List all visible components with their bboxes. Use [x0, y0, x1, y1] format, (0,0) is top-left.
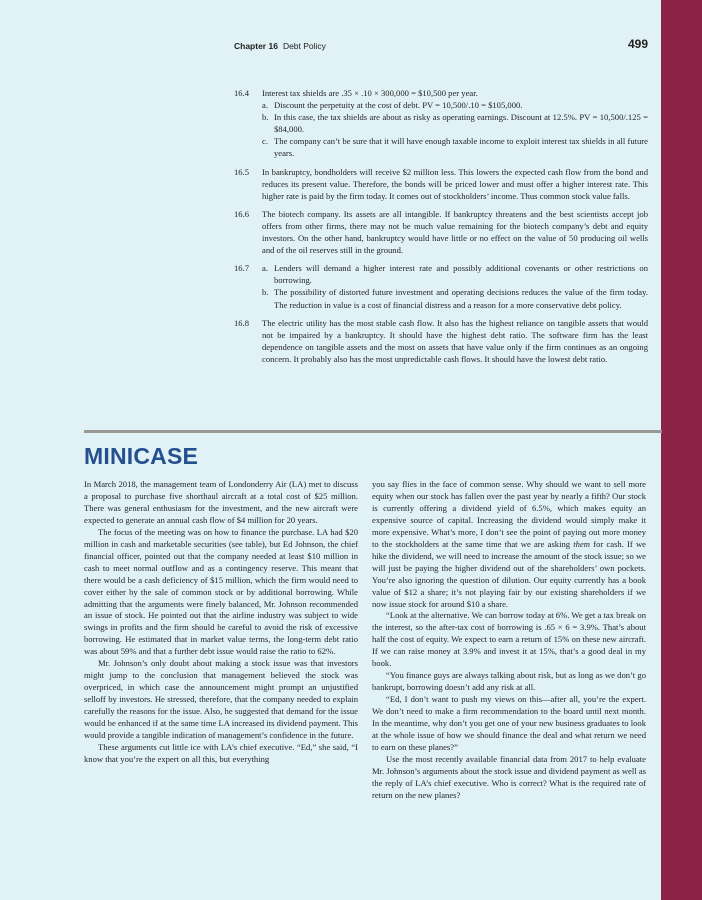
subitem-text: The company can’t be sure that it will have enough taxable income to exploit interest tax shields in all future years.: [274, 136, 648, 159]
subitem-label: a.: [262, 263, 268, 274]
minicase-title: MINICASE: [84, 443, 199, 469]
minicase-paragraph: Use the most recently available financial data from 2017 to help evaluate Mr. Johnson’s arguments about the stock issue and dividend payment as well as the reply of LA’s chief executive. Who is correct? What is the required rate of return on the new planes?: [372, 753, 646, 800]
chapter-edge-bar: [661, 0, 702, 900]
minicase-paragraph: [372, 479, 646, 610]
answer-number: 16.6: [234, 208, 250, 219]
paragraph-text: for cash. If we hike the dividend, we will need to increase the amount of the stock issue; so we will just be paying the higher dividend out of the shareholders’ own pockets. You’re also ignoring the question of dilution. Our equity currently has a book value of $12 a share; it’s not playing fair by our existing shareholders if we now issue stock for around $10 a share.: [372, 538, 646, 609]
answer-subitem: [262, 111, 648, 135]
subitem-label: b.: [262, 112, 269, 123]
subitem-label: a.: [262, 100, 268, 111]
page-number: 499: [627, 37, 648, 51]
answer-16-7: [234, 262, 648, 310]
answer-subitem: [262, 99, 648, 111]
answer-number: 16.5: [234, 166, 250, 177]
answer-number: 16.7: [234, 263, 250, 274]
minicase-paragraph: These arguments cut little ice with LA’s chief executive. “Ed,” she said, “I know that you’re the expert on all this, but everything: [84, 741, 358, 764]
subitem-text: The possibility of distorted future investment and operating decisions reduces the value of the firm today. The reduction in value is a cost of financial distress and a reason for a more conservative debt policy.: [274, 287, 648, 310]
answer-number: 16.8: [234, 317, 250, 328]
chapter-label: [234, 41, 326, 51]
answer-number: 16.4: [234, 88, 250, 98]
minicase-paragraph: In March 2018, the management team of Londonderry Air (LA) met to discuss a proposal to purchase five shorthaul aircraft at a total cost of $25 million. There was general enthusiasm for the investment, and the new aircraft were expected to generate an annual cash flow of $4 million for 20 years.: [84, 479, 358, 525]
answer-16-4: [234, 87, 648, 160]
answer-text: In bankruptcy, bondholders will receive $2 million less. This lowers the expected cash flow from the bond and reduces its present value. Therefore, the bonds will be priced lower and must offer a higher interest rate. This higher rate is paid by the firm today. It comes out of stockholders’ income. Thus common stock value falls.: [262, 166, 648, 201]
minicase-paragraph: “Look at the alternative. We can borrow today at 6%. We get a tax break on the interest, so the after-tax cost of borrowing is .65 × 6 = 3.9%. That’s about half the cost of equity. We expect to earn a return of 15% on these new aircraft. If we can raise money at 3.9% and invest it at 15%, that’s a good deal in my book.: [372, 610, 646, 669]
minicase-paragraph: Mr. Johnson’s only doubt about making a stock issue was that investors might jump to the conclusion that management believed the stock was overpriced, in which case the announcement might prompt an unjustified selloff by investors. He stressed, therefore, that the company needed to explain carefully the reasons for the issue. Also, he suggested that demand for the issue would be enhanced if at the same time LA increased its dividend payment. This would provide a tangible indication of management’s confidence in the future.: [84, 658, 358, 741]
answer-16-8: [234, 317, 648, 365]
answer-subitem: [262, 262, 648, 286]
answer-text: Interest tax shields are .35 × .10 × 300,000 = $10,500 per year.: [262, 88, 478, 98]
minicase-paragraph: The focus of the meeting was on how to finance the purchase. LA had $20 million in cash and marketable securities (see table), but Ed Johnson, the chief financial officer, pointed out that the company needed at least $10 million in cash to meet normal outflow and as a contingency reserve. This meant that there would be a cash deficiency of $15 million, which the firm would need to cover either by the sale of common stock or by additional borrowing. While admitting that the arguments were finely balanced, Mr. Johnson recommended an issue of stock. He pointed out that the airline industry was subject to wide swings in profits and the firm should be careful to avoid the risk of excessive borrowing. He estimated that in market value terms, the long-term debt ratio was about 59% and that a further debt issue would raise the ratio to 62%.: [84, 526, 358, 657]
minicase-right-column: [372, 479, 646, 802]
answers-section: [234, 87, 648, 371]
answer-subitem: [262, 286, 648, 310]
running-header: [234, 36, 648, 52]
answer-16-6: [234, 208, 648, 256]
subitem-label: c.: [262, 136, 268, 147]
subitem-text: Discount the perpetuity at the cost of debt. PV = 10,500/.10 = $105,000.: [274, 100, 523, 111]
emphasis-text: them: [573, 538, 591, 549]
minicase-paragraph: “Ed, I don’t want to push my views on this—after all, you’re the expert. We don’t need to make a firm recommendation to the board until next month. In the meantime, why don’t you get one of your new business graduates to look at the whole issue of how we should finance the deal and what return we need to earn on these planes?”: [372, 694, 646, 752]
subitem-text: In this case, the tax shields are about as risky as operating earnings. Discount at 12.5%. PV = 10,500/.125 = $84,000.: [274, 112, 648, 135]
answer-text: The electric utility has the most stable cash flow. It also has the highest reliance on tangible assets that would not be impaired by a bankruptcy. It should have the highest debt ratio. The software firm has the least dependence on tangible assets and the most on assets that have value only if the firm continues as an ongoing concern. It probably also has the most unpredictable cash flows. It should have the lowest debt ratio.: [262, 317, 648, 364]
chapter-number: Chapter 16: [234, 41, 278, 51]
section-divider: [84, 430, 662, 433]
answer-subitem: [262, 135, 648, 159]
minicase-paragraph: “You finance guys are always talking about risk, but as long as we don’t go bankrupt, borrowing doesn’t add any risk at all.: [372, 670, 646, 693]
answer-16-5: [234, 166, 648, 202]
subitem-label: b.: [262, 287, 269, 298]
answer-text: The biotech company. Its assets are all intangible. If bankruptcy threatens and the best scientists accept job offers from other firms, there may not be much value remaining for the biotech company’s debt and equity investors. On the other hand, bankruptcy would have little or no effect on the value of 50 producing oil wells and of the oil reserves still in the ground.: [262, 208, 648, 256]
subitem-text: Lenders will demand a higher interest rate and possibly additional covenants or other restrictions on borrowing.: [274, 263, 648, 286]
minicase-left-column: [84, 479, 358, 766]
chapter-title: Debt Policy: [282, 41, 326, 51]
paragraph-text: you say flies in the face of common sense. Why should we want to sell more equity when our stock has fallen over the past year by nearly a fifth? Our stock is currently offering a dividend yield of 6.5%, which makes equity an expensive source of capital. Increasing the dividend would simply make it more expensive. What’s more, I don’t see the point of paying out more money to the stockholders at the same time that we are asking: [372, 479, 646, 549]
